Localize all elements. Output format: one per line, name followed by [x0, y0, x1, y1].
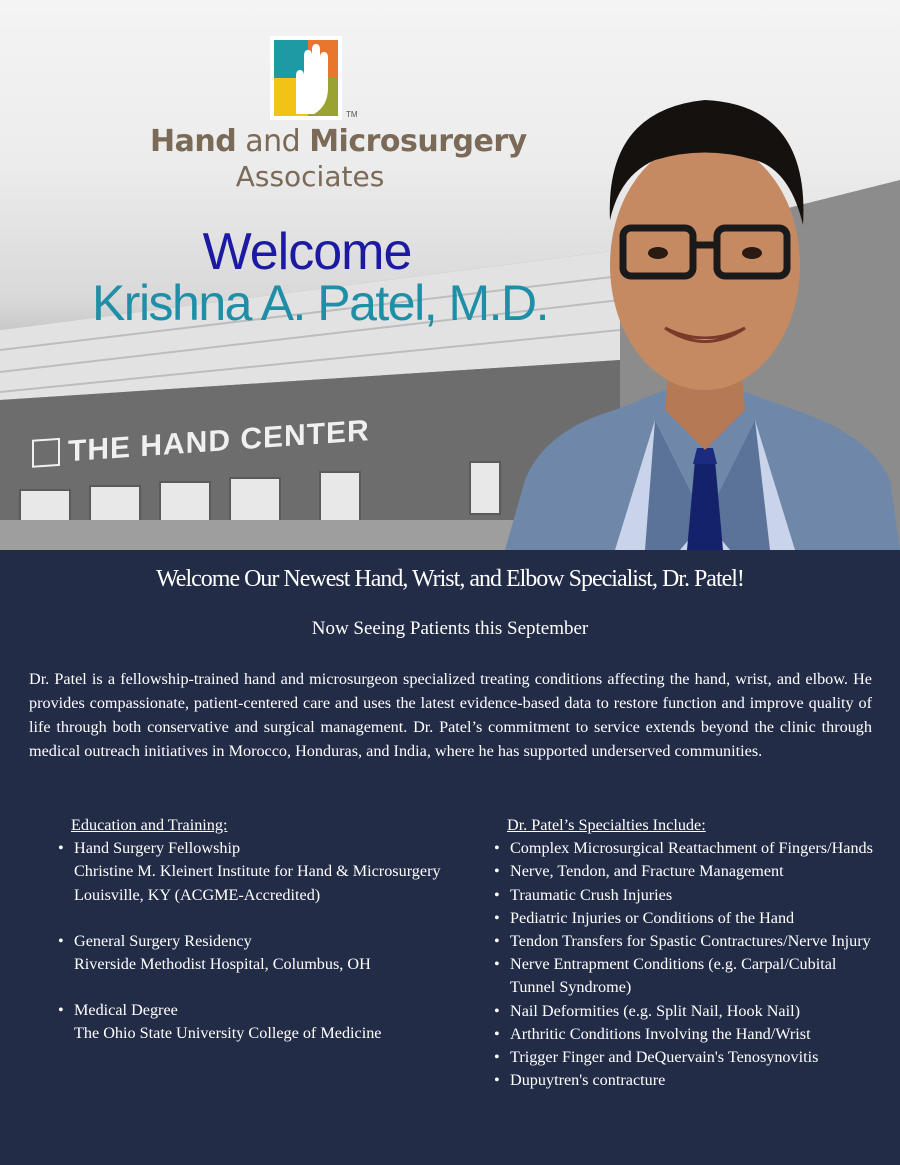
welcome-heading: Welcome: [202, 223, 412, 281]
specialty-item: • Arthritic Conditions Involving the Hand/Wrist: [510, 1023, 882, 1046]
education-section: [56, 814, 486, 1069]
specialty-item: • Dupuytren's contracture: [510, 1069, 882, 1092]
logo-word-hand: Hand: [150, 124, 237, 159]
specialty-item: • Complex Microsurgical Reattachment of Fingers/Hands: [510, 837, 882, 860]
specialty-item: • Tendon Transfers for Spastic Contractures/Nerve Injury: [510, 930, 882, 953]
specialty-item: • Pediatric Injuries or Conditions of the Hand: [510, 907, 882, 930]
building-sign-text: THE HAND CENTER: [68, 414, 370, 469]
logo-text-line1: [150, 124, 527, 159]
doctor-portrait: [505, 50, 900, 550]
hand-logo-icon: [270, 36, 342, 120]
specialty-item: • Traumatic Crush Injuries: [510, 884, 882, 907]
specialty-item: • Nerve Entrapment Conditions (e.g. Carpal/Cubital Tunnel Syndrome): [510, 953, 882, 999]
education-item-institution: Riverside Methodist Hospital, Columbus, OH: [74, 955, 371, 974]
announcement-headline: Welcome Our Newest Hand, Wrist, and Elbow Specialist, Dr. Patel!: [156, 566, 744, 592]
specialty-item: • Nail Deformities (e.g. Split Nail, Hook Nail): [510, 1000, 882, 1023]
announcement-subheadline: Now Seeing Patients this September: [311, 618, 589, 639]
specialty-item: • Nerve, Tendon, and Fracture Management: [510, 860, 882, 883]
education-item-title: • General Surgery Residency: [74, 931, 252, 950]
specialties-section: [492, 814, 882, 1092]
education-item: [74, 930, 486, 976]
logo-word-and: and: [236, 124, 310, 159]
logo-text-line2: Associates: [235, 160, 385, 193]
education-item: [74, 999, 486, 1045]
hero-banner: [0, 0, 900, 550]
logo-word-microsurgery: Microsurgery: [309, 124, 527, 159]
trademark-mark: TM: [346, 110, 358, 119]
education-item: [74, 837, 486, 907]
education-item-title: • Medical Degree: [74, 1001, 178, 1020]
practice-logo: [150, 36, 527, 196]
announcement-panel: [0, 550, 900, 1165]
specialties-title: Dr. Patel’s Specialties Include:: [507, 816, 706, 834]
education-list: [56, 837, 486, 1045]
education-item-institution: Christine M. Kleinert Institute for Hand & Microsurgery: [74, 862, 441, 881]
education-item-location: Louisville, KY (ACGME-Accredited): [74, 885, 321, 904]
specialties-list: [492, 837, 882, 1092]
education-item-institution: The Ohio State University College of Medicine: [74, 1024, 382, 1043]
doctor-bio: Dr. Patel is a fellowship-trained hand and microsurgeon specialized treating conditions affecting the hand, wrist, and elbow. He provides compassionate, patient-centered care and uses the latest evidence-based data to restore function and improve quality of life through both conservative and surgical management. Dr. Patel’s commitment to service extends beyond the clinic through medical outreach initiatives in Morocco, Honduras, and India, where he has supported underserved communities.: [29, 670, 872, 760]
education-title: Education and Training:: [71, 816, 228, 834]
specialty-item: • Trigger Finger and DeQuervain's Tenosynovitis: [510, 1046, 882, 1069]
education-item-title: • Hand Surgery Fellowship: [74, 839, 241, 858]
hand-center-logo-icon: [32, 438, 60, 468]
doctor-name-heading: Krishna A. Patel, M.D.: [91, 275, 549, 331]
